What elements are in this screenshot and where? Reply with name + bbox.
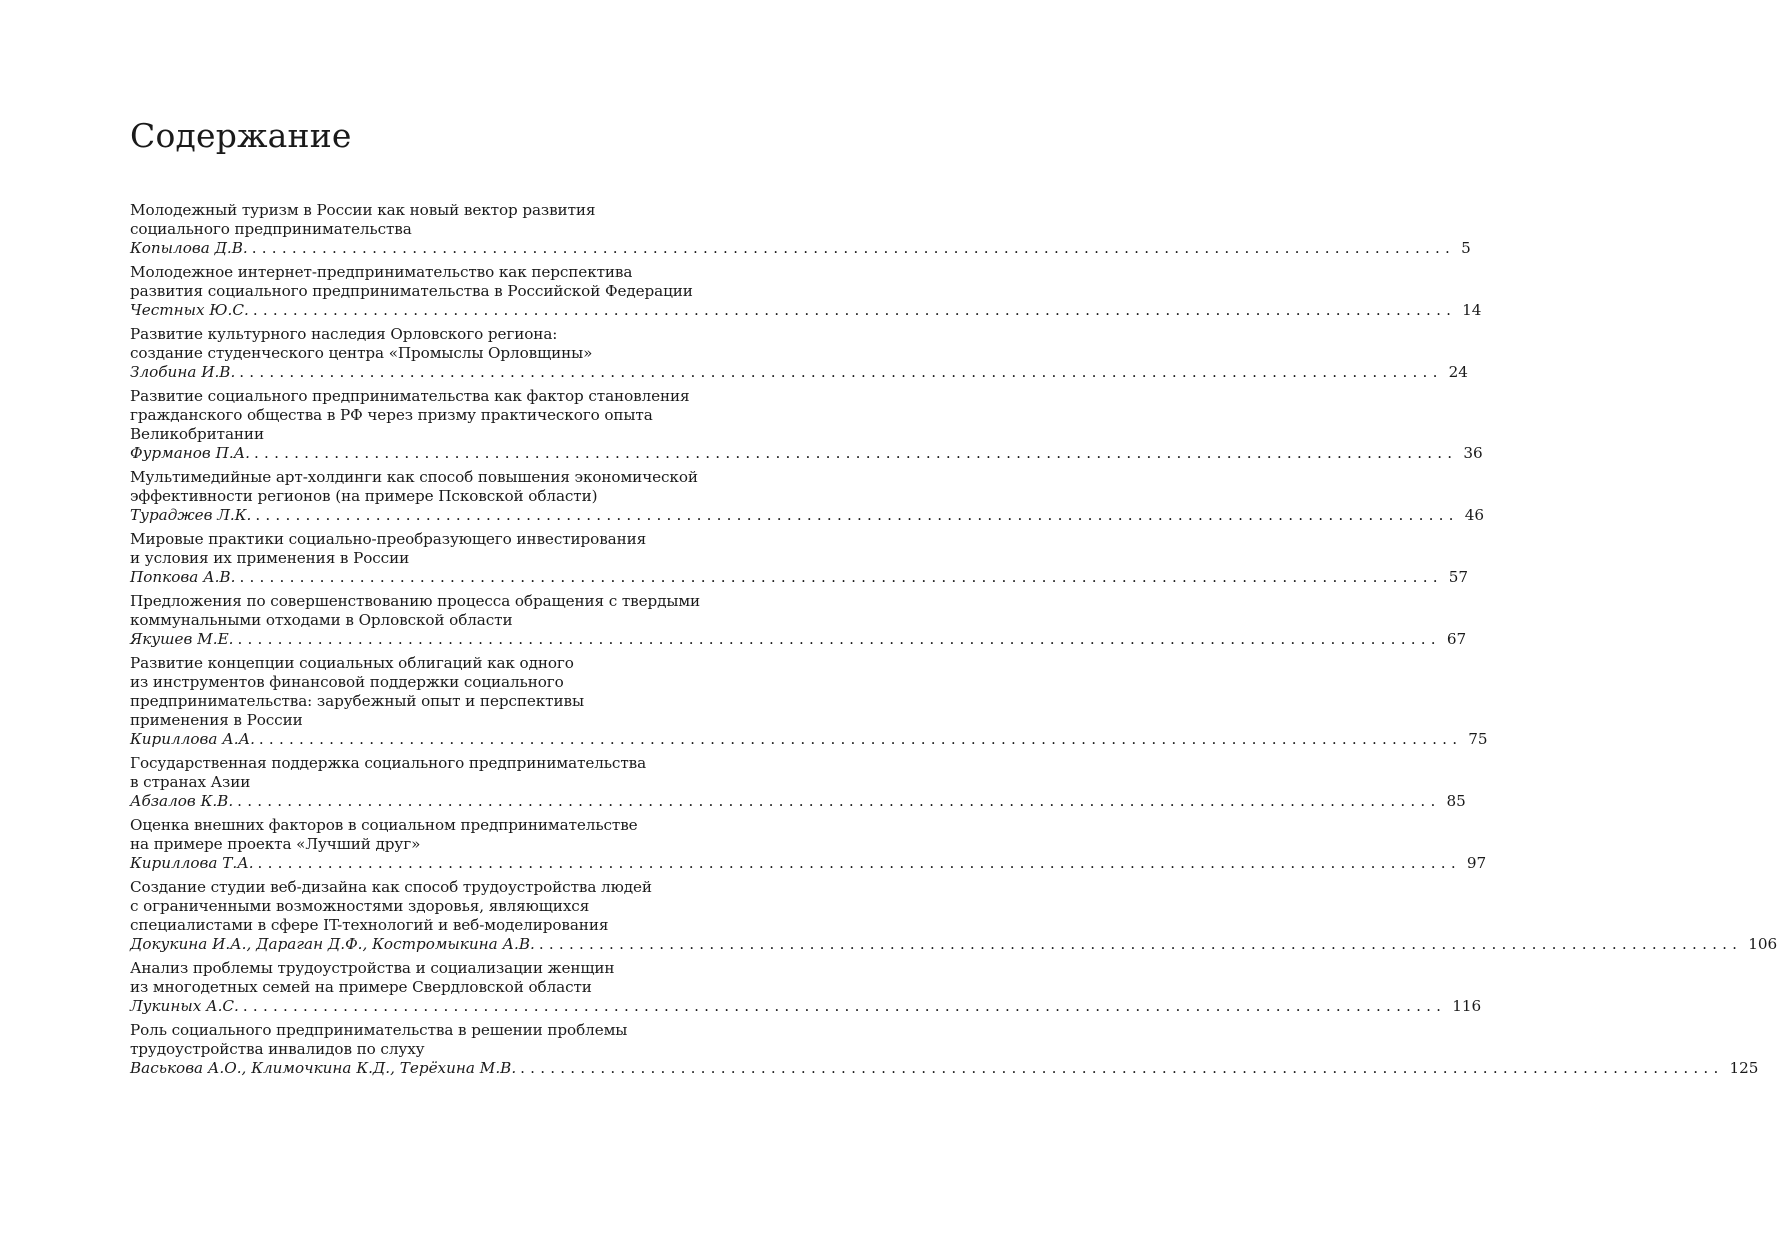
toc-entry-authors: Попкова А.В. <box>130 568 236 586</box>
toc-entry-page-number: 14 <box>1462 301 1482 319</box>
toc-entry-title <box>130 201 718 239</box>
toc-dot-leader: ........................................................................................................................ <box>252 301 1457 319</box>
toc-entry-title <box>130 468 718 506</box>
toc-title-line: создание студенческого центра «Промыслы Орловщины» <box>130 344 593 362</box>
toc-author-row <box>130 935 1777 954</box>
page-title: Содержание <box>130 116 352 155</box>
toc-entry-authors: Якушев М.Е. <box>130 630 234 648</box>
toc-dot-leader: ........................................................................................................................ <box>237 792 1441 810</box>
toc-entry-page-number: 85 <box>1446 792 1466 810</box>
toc-title-line: на примере проекта «Лучший друг» <box>130 835 421 853</box>
toc-dot-leader: ........................................................................................................................ <box>237 630 1441 648</box>
toc-author-row <box>130 1059 1759 1078</box>
toc-entry[interactable] <box>130 959 1482 1021</box>
toc-author-row <box>130 568 1469 587</box>
toc-title-line: развития социального предпринимательства в Российской Федерации <box>130 282 693 300</box>
toc-entry[interactable] <box>130 592 1467 654</box>
toc-title-line: Роль социального предпринимательства в решении проблемы <box>130 1021 628 1039</box>
toc-dot-leader: ........................................................................................................................ <box>520 1059 1724 1077</box>
toc-entry[interactable] <box>130 878 1777 959</box>
toc-title-line: Великобритании <box>130 425 264 443</box>
toc-entry-title <box>130 816 718 854</box>
toc-entry-authors: Честных Ю.С. <box>130 301 249 319</box>
toc-entry[interactable] <box>130 530 1469 592</box>
toc-entry-page-number: 97 <box>1466 854 1487 872</box>
toc-entry[interactable] <box>130 263 1482 325</box>
toc-entry-authors: Злобина И.В. <box>130 363 236 381</box>
toc-entry-authors: Васькова А.О., Климочкина К.Д., Терёхина М.В. <box>130 1059 517 1077</box>
toc-entry[interactable] <box>130 1021 1759 1083</box>
toc-entry[interactable] <box>130 654 1488 754</box>
toc-title-line: Предложения по совершенствованию процесса обращения с твердыми <box>130 592 701 610</box>
toc-dot-leader: ........................................................................................................................ <box>254 444 1458 462</box>
toc-title-line: из инструментов финансовой поддержки социального <box>130 673 564 691</box>
toc-entry[interactable] <box>130 201 1471 263</box>
toc-entry-title <box>130 530 718 568</box>
toc-title-line: с ограниченными возможностями здоровья, являющихся <box>130 897 590 915</box>
toc-title-line: и условия их применения в России <box>130 549 410 567</box>
toc-title-line: Мировые практики социально-преобразующего инвестирования <box>130 530 647 548</box>
toc-entry-page-number: 106 <box>1748 935 1777 953</box>
toc-entry-authors: Абзалов К.В. <box>130 792 234 810</box>
toc-title-line: Мультимедийные арт-холдинги как способ повышения экономической <box>130 468 698 486</box>
toc-entry-authors: Кириллова Т.А. <box>130 854 254 872</box>
toc-author-row <box>130 239 1471 258</box>
toc-title-line: эффективности регионов (на примере Псковской области) <box>130 487 598 505</box>
toc-title-line: в странах Азии <box>130 773 251 791</box>
toc-entry-page-number: 116 <box>1452 997 1482 1015</box>
toc-title-line: применения в России <box>130 711 303 729</box>
toc-entry-title <box>130 754 718 792</box>
toc-author-row <box>130 363 1468 382</box>
toc-dot-leader: ........................................................................................................................ <box>255 506 1459 524</box>
toc-entry-authors: Копылова Д.В. <box>130 239 248 257</box>
toc-author-row <box>130 792 1466 811</box>
toc-entry-page-number: 75 <box>1468 730 1488 748</box>
toc-entry-page-number: 57 <box>1448 568 1469 586</box>
toc-dot-leader: ........................................................................................................................ <box>258 730 1463 748</box>
toc-entry[interactable] <box>130 816 1487 878</box>
toc-entry-title <box>130 387 718 444</box>
toc-title-line: Развитие культурного наследия Орловского региона: <box>130 325 558 343</box>
toc-title-line: Развитие концепции социальных облигаций как одного <box>130 654 574 672</box>
toc-title-line: Оценка внешних факторов в социальном предпринимательстве <box>130 816 638 834</box>
toc-entry-authors: Тураджев Л.К. <box>130 506 252 524</box>
toc-title-line: гражданского общества в РФ через призму практического опыта <box>130 406 653 424</box>
toc-author-row <box>130 730 1488 749</box>
toc-author-row <box>130 630 1467 649</box>
toc-title-line: предпринимательства: зарубежный опыт и перспективы <box>130 692 584 710</box>
toc-dot-leader: ........................................................................................................................ <box>239 363 1443 381</box>
toc-entry-title <box>130 263 718 301</box>
toc-entry-authors: Докукина И.А., Дараган Д.Ф., Костромыкина А.В. <box>130 935 535 953</box>
toc-entry-page-number: 46 <box>1464 506 1485 524</box>
toc-title-line: Молодежный туризм в России как новый вектор развития <box>130 201 596 219</box>
toc-entry-authors: Фурманов П.А. <box>130 444 251 462</box>
toc-title-line: коммунальными отходами в Орловской области <box>130 611 513 629</box>
toc-author-row <box>130 997 1482 1016</box>
toc-entry[interactable] <box>130 754 1466 816</box>
toc-author-row <box>130 854 1487 873</box>
toc-entry-page-number: 5 <box>1461 239 1471 257</box>
toc-title-line: Анализ проблемы трудоустройства и социализации женщин <box>130 959 615 977</box>
toc-entry-authors: Кириллова А.А. <box>130 730 255 748</box>
toc-entry-title <box>130 1021 718 1059</box>
toc-entry-page-number: 67 <box>1446 630 1467 648</box>
toc-entry[interactable] <box>130 325 1468 387</box>
toc-title-line: Развитие социального предпринимательства как фактор становления <box>130 387 690 405</box>
toc-dot-leader: ........................................................................................................................ <box>239 568 1443 586</box>
toc-entry-page-number: 36 <box>1463 444 1483 462</box>
toc-author-row <box>130 444 1483 463</box>
toc-entry-title <box>130 592 718 630</box>
toc-title-line: Молодежное интернет-предпринимательство как перспектива <box>130 263 633 281</box>
toc-dot-leader: ........................................................................................................................ <box>242 997 1447 1015</box>
table-of-contents <box>130 201 1777 1083</box>
toc-entry-page-number: 24 <box>1448 363 1468 381</box>
toc-author-row <box>130 506 1485 525</box>
toc-entry[interactable] <box>130 468 1485 530</box>
toc-title-line: трудоустройства инвалидов по слуху <box>130 1040 425 1058</box>
toc-entry-title <box>130 878 718 935</box>
toc-title-line: Государственная поддержка социального предпринимательства <box>130 754 647 772</box>
toc-dot-leader: ........................................................................................................................ <box>257 854 1461 872</box>
toc-entry-page-number: 125 <box>1729 1059 1759 1077</box>
toc-entry-title <box>130 325 718 363</box>
toc-title-line: Создание студии веб-дизайна как способ трудоустройства людей <box>130 878 652 896</box>
toc-title-line: социального предпринимательства <box>130 220 412 238</box>
toc-entry-title <box>130 654 718 730</box>
toc-title-line: специалистами в сфере IT-технологий и веб-моделирования <box>130 916 609 934</box>
toc-entry-authors: Лукиных А.С. <box>130 997 239 1015</box>
toc-entry-title <box>130 959 718 997</box>
toc-dot-leader: ........................................................................................................................ <box>251 239 1456 257</box>
toc-author-row <box>130 301 1482 320</box>
toc-entry[interactable] <box>130 387 1483 468</box>
toc-dot-leader: ........................................................................................................................ <box>538 935 1743 953</box>
toc-title-line: из многодетных семей на примере Свердловской области <box>130 978 592 996</box>
